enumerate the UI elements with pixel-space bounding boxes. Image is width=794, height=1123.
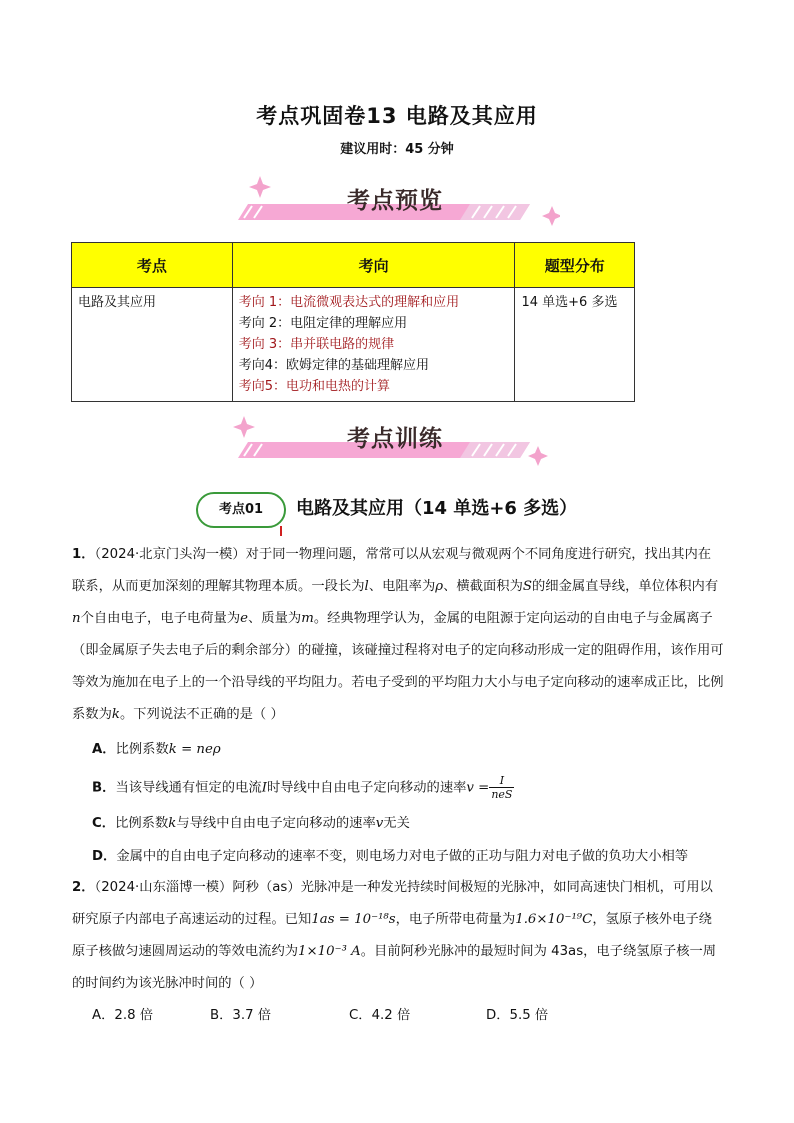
question-text: 的细金属直导线，单位体积内有 <box>532 579 719 594</box>
option-label: D． <box>92 849 117 864</box>
option-text: 当该导线通有恒定的电流 <box>115 780 262 796</box>
question-1-option-d[interactable] <box>92 847 688 867</box>
overview-table <box>71 242 635 402</box>
preview-banner <box>230 176 560 230</box>
question-2-stem <box>72 872 724 1000</box>
question-text: 、横截面积为 <box>443 579 523 594</box>
formula: 1as = 10⁻¹⁸s <box>311 912 396 927</box>
option-text: 与导线中自由电子定向移动的速率 <box>176 816 376 831</box>
direction-item: 考向5：电功和电热的计算 <box>238 379 390 394</box>
training-banner <box>230 414 560 468</box>
var-k: k <box>168 816 177 831</box>
var-rho: ρ <box>435 579 444 594</box>
table-row <box>72 288 635 402</box>
question-text: 。下列说法不正确的是（ ） <box>119 707 284 722</box>
question-text: 对于同一物理问题，常常可以从宏观与微观两个不同角度进行研究，找出其内在联系，从而更加深刻的理解其物理本质。一段长为 <box>72 547 712 594</box>
question-text: ，氢原子核外电子绕原子核做匀速圆周运动的等效电流约为 <box>72 912 712 959</box>
preview-banner-title: 考点预览 <box>347 188 443 214</box>
fraction <box>489 774 514 801</box>
question-text: 。经典物理学认为，金属的电阻源于定向运动的自由电子与金属离子（即金属原子失去电子后的剩余部分）的碰撞，该碰撞过程将对电子的定向移动形成一定的阻碍作用，该作用可等效为施加在电子上的一个沿导线的平均阻力。若电子受到的平均阻力大小与电子定向移动的速率成正比，比例系数为 <box>72 611 724 722</box>
question-1-stem <box>72 539 724 731</box>
var-i: I <box>261 780 267 796</box>
question-2-option-b[interactable]: B．3.7 倍 <box>210 1008 272 1023</box>
question-text: 个自由电子，电子电荷量为 <box>80 611 241 626</box>
fraction-denominator: neS <box>491 788 513 801</box>
direction-item: 考向 2：电阻定律的理解应用 <box>238 316 408 331</box>
table-cell-distribution: 14 单选+6 多选 <box>515 288 635 402</box>
section-tag-badge: 考点01 <box>196 492 286 528</box>
question-source: （2024·北京门头沟一模） <box>94 547 246 562</box>
question-2-option-d[interactable]: D．5.5 倍 <box>486 1008 549 1023</box>
direction-item: 考向 3：串并联电路的规律 <box>238 337 395 352</box>
option-text: 金属中的自由电子定向移动的速率不变，则电场力对电子做的正功与阻力对电子做的负功大小相等 <box>116 849 689 864</box>
question-1-option-b[interactable] <box>92 774 514 801</box>
question-text: 。目前阿秒光脉冲的最短时间为 43as，电子绕氢原子核一周的时间约为该光脉冲时间的（ ） <box>72 944 717 991</box>
question-number: 2． <box>72 880 95 895</box>
question-1-option-c[interactable] <box>92 814 410 834</box>
section-title: 电路及其应用（14 单选+6 多选） <box>296 498 578 519</box>
var-m: m <box>301 611 314 626</box>
option-text: 时导线中自由电子定向移动的速率 <box>266 780 467 796</box>
section-tag-marker <box>280 526 282 536</box>
formula: 1×10⁻³ A <box>298 944 361 959</box>
question-1-option-a[interactable] <box>92 740 221 760</box>
question-text: 阿秒（as）光脉冲是一种发光持续时间极短的光脉冲，如同高速快门相机，可用以研究原子内部电子高速运动的过程。已知 <box>72 880 713 927</box>
table-header-direction: 考向 <box>232 243 515 288</box>
fraction-numerator: I <box>489 774 514 788</box>
table-header-row <box>72 243 635 288</box>
var-v: v = <box>466 780 490 796</box>
option-text: 无关 <box>383 816 410 831</box>
var-v: v <box>375 816 384 831</box>
question-text: 、质量为 <box>248 611 302 626</box>
training-banner-title: 考点训练 <box>347 426 443 452</box>
table-cell-directions <box>232 288 515 402</box>
question-source: （2024·山东淄博一模） <box>94 880 233 895</box>
direction-item: 考向 1：电流微观表达式的理解和应用 <box>238 295 460 310</box>
var-k: k <box>111 707 120 722</box>
option-text: 比例系数 <box>115 816 169 831</box>
table-cell-topic: 电路及其应用 <box>72 288 233 402</box>
table-header-distribution: 题型分布 <box>515 243 635 288</box>
question-text: 、电阻率为 <box>368 579 436 594</box>
table-header-topic: 考点 <box>72 243 233 288</box>
option-label: A． <box>92 742 116 757</box>
option-label: C． <box>92 816 116 831</box>
question-2-option-c[interactable]: C．4.2 倍 <box>349 1008 411 1023</box>
var-n: n <box>72 611 81 626</box>
question-2-option-a[interactable]: A．2.8 倍 <box>92 1008 154 1023</box>
formula: 1.6×10⁻¹⁹C <box>515 912 593 927</box>
var-e: e <box>240 611 249 626</box>
page-subtitle: 建议用时：45 分钟 <box>340 142 454 157</box>
option-text: 比例系数 <box>115 742 169 757</box>
page-title: 考点巩固卷13 电路及其应用 <box>256 104 538 128</box>
question-number: 1． <box>72 547 95 562</box>
option-formula: k = neρ <box>168 742 221 757</box>
option-label: B． <box>92 780 116 796</box>
question-text: ，电子所带电荷量为 <box>395 912 516 927</box>
var-s: S <box>522 579 532 594</box>
direction-item: 考向4：欧姆定律的基础理解应用 <box>238 358 429 373</box>
var-l: l <box>364 579 369 594</box>
